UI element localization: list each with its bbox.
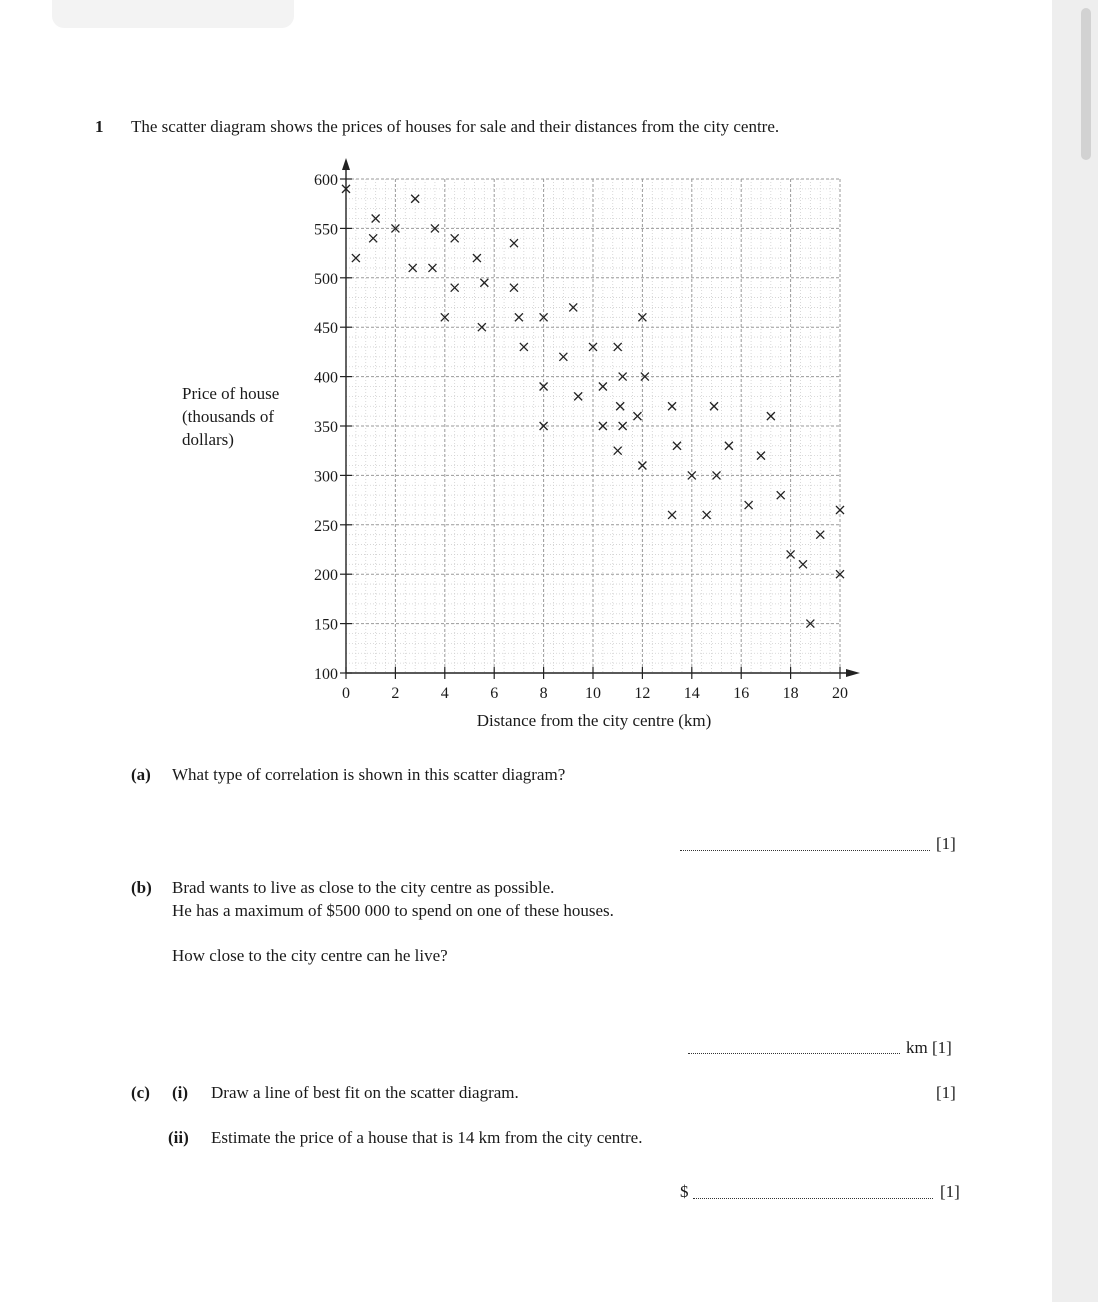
y-tick-label: 100: [314, 666, 338, 683]
part-a-label: (a): [131, 765, 151, 784]
x-tick-label: 6: [490, 685, 499, 702]
x-tick-label: 10: [585, 685, 601, 702]
y-tick-label: 250: [314, 517, 338, 535]
y-axis-label-line: dollars): [182, 429, 234, 449]
part-a-question: What type of correlation is shown in this scatter diagram?: [172, 765, 566, 784]
chart-grid: [346, 179, 840, 673]
part-c-ii-label: (ii): [168, 1128, 189, 1147]
y-tick-label: 600: [314, 172, 338, 189]
y-tick-label: 500: [314, 270, 338, 288]
part-b-question: How close to the city centre can he live?: [172, 946, 448, 965]
part-b-unit-marks: km [1]: [906, 1038, 952, 1057]
part-c-label: (c): [131, 1083, 150, 1102]
chart-ticks: [314, 172, 848, 702]
part-b-answer-line[interactable]: [688, 1053, 900, 1054]
part-c-ii-dollar: $: [680, 1182, 689, 1201]
data-point: [515, 313, 523, 321]
part-c-ii-text: Estimate the price of a house that is 14 km from the city centre.: [211, 1128, 643, 1147]
part-b-label: (b): [131, 878, 152, 897]
question-intro: The scatter diagram shows the prices of houses for sale and their distances from the city centre.: [131, 117, 780, 136]
x-tick-label: 8: [539, 685, 548, 702]
data-point: [510, 239, 518, 247]
data-point: [478, 323, 486, 331]
x-tick-label: 0: [342, 685, 350, 702]
part-c-ii-marks: [1]: [940, 1182, 960, 1201]
data-point: [638, 462, 646, 470]
x-tick-label: 20: [832, 685, 848, 702]
part-a-marks: [1]: [936, 834, 956, 853]
x-tick-label: 4: [440, 685, 449, 702]
x-tick-label: 16: [733, 685, 750, 702]
y-axis-label-line: (thousands of: [182, 406, 275, 426]
part-c-i-text: Draw a line of best fit on the scatter diagram.: [211, 1083, 519, 1102]
y-tick-label: 450: [314, 320, 338, 338]
y-axis-label-line: Price of house: [182, 384, 280, 403]
part-c-i-marks: [1]: [936, 1083, 956, 1102]
data-point: [668, 402, 676, 410]
data-point: [619, 373, 627, 381]
data-point: [614, 343, 622, 351]
y-tick-label: 550: [314, 221, 338, 239]
x-tick-label: 14: [683, 685, 700, 702]
x-tick-label: 18: [782, 685, 799, 702]
part-b-line1: Brad wants to live as close to the city centre as possible.: [172, 878, 555, 897]
part-b-line2: He has a maximum of $500 000 to spend on one of these houses.: [172, 901, 614, 920]
data-point: [428, 264, 436, 272]
y-tick-label: 300: [314, 468, 338, 486]
data-point: [614, 447, 622, 455]
data-point: [725, 442, 733, 450]
x-tick-label: 2: [391, 685, 400, 702]
data-point: [836, 506, 844, 514]
data-point: [710, 402, 718, 410]
y-axis-arrow: [342, 158, 350, 170]
x-tick-label: 12: [634, 685, 651, 702]
y-tick-label: 200: [314, 567, 338, 585]
y-tick-label: 350: [314, 419, 338, 436]
part-c-i-label: (i): [172, 1083, 189, 1102]
y-tick-label: 150: [314, 616, 338, 634]
data-point: [569, 303, 577, 311]
x-axis-arrow: [846, 669, 860, 677]
y-tick-label: 400: [314, 369, 338, 387]
question-number: 1: [95, 117, 104, 136]
part-a-answer-line[interactable]: [680, 850, 930, 851]
data-point: [480, 279, 488, 287]
x-axis-label: Distance from the city centre (km): [476, 711, 712, 730]
data-point: [473, 254, 481, 262]
chart-axes: [342, 158, 860, 677]
part-c-ii-answer-line[interactable]: [693, 1198, 933, 1199]
